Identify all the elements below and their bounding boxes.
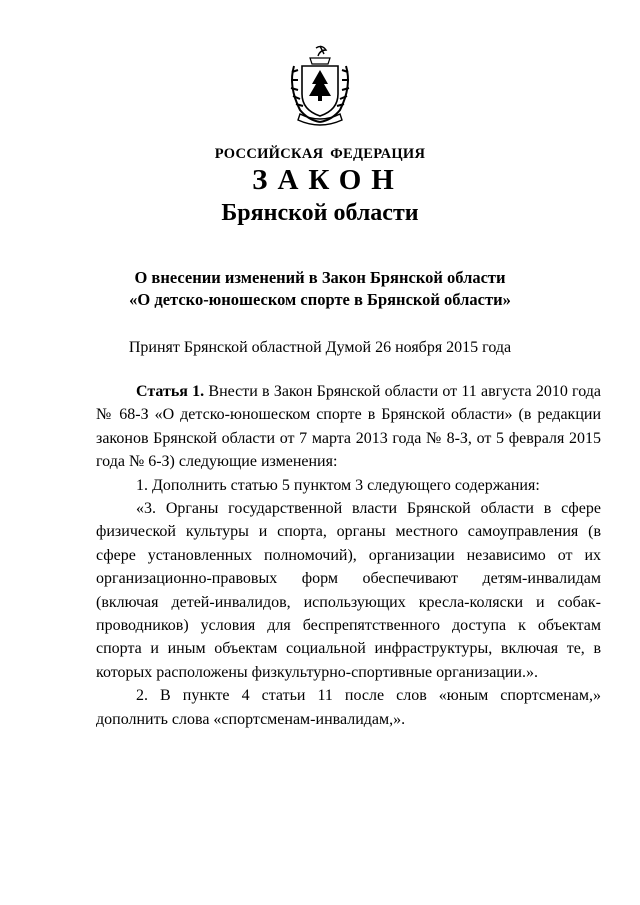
item-1-paragraph: 1. Дополнить статью 5 пунктом 3 следующего содержания: [136, 476, 540, 494]
adoption-note: Принят Брянской областной Думой 26 ноября 2015 года [128, 339, 512, 356]
bryansk-coat-of-arms-icon [286, 44, 354, 128]
article-1-label: Статья 1. [136, 383, 205, 400]
item-1-content-paragraph: «3. Органы государственной власти Брянской области в сфере физической культуры и спорта, органы местного самоуправления (в сфере установленных полномочий), организации независимо от их организационно-правовых форм обеспечивают детям-инвалидам (включая детей-инвалидов, использующих кресла-коляски и собак-проводников) условия для беспрепятственного доступа к объектам спорта и иным объектам социальной инфраструктуры, включая те, в которых расположены физкультурно-спортивные организации.». [96, 500, 601, 681]
article-1-paragraph [96, 380, 601, 474]
article-1-text: Внести в Закон Брянской области от 11 августа 2010 года № 68-З «О детско-юношеском спорте в Брянской области» (в редакции законов Брянской области от 7 марта 2013 года № 8-З, от 5 февраля 2015 года № 6-З) следующие изменения: [96, 383, 602, 471]
law-heading: ЗАКОН [252, 164, 404, 196]
country-heading: РОССИЙСКАЯ ФЕДЕРАЦИЯ [214, 146, 426, 162]
item-2-paragraph: 2. В пункте 4 статьи 11 после слов «юным спортсменам,» дополнить слова «спортсменам-инвалидам,». [96, 687, 601, 728]
law-subject-line-1: О внесении изменений в Закон Брянской области [134, 268, 506, 287]
law-body [96, 380, 601, 731]
region-heading: Брянской области [221, 200, 419, 226]
law-subject-line-2: «О детско-юношеском спорте в Брянской области» [129, 290, 511, 309]
